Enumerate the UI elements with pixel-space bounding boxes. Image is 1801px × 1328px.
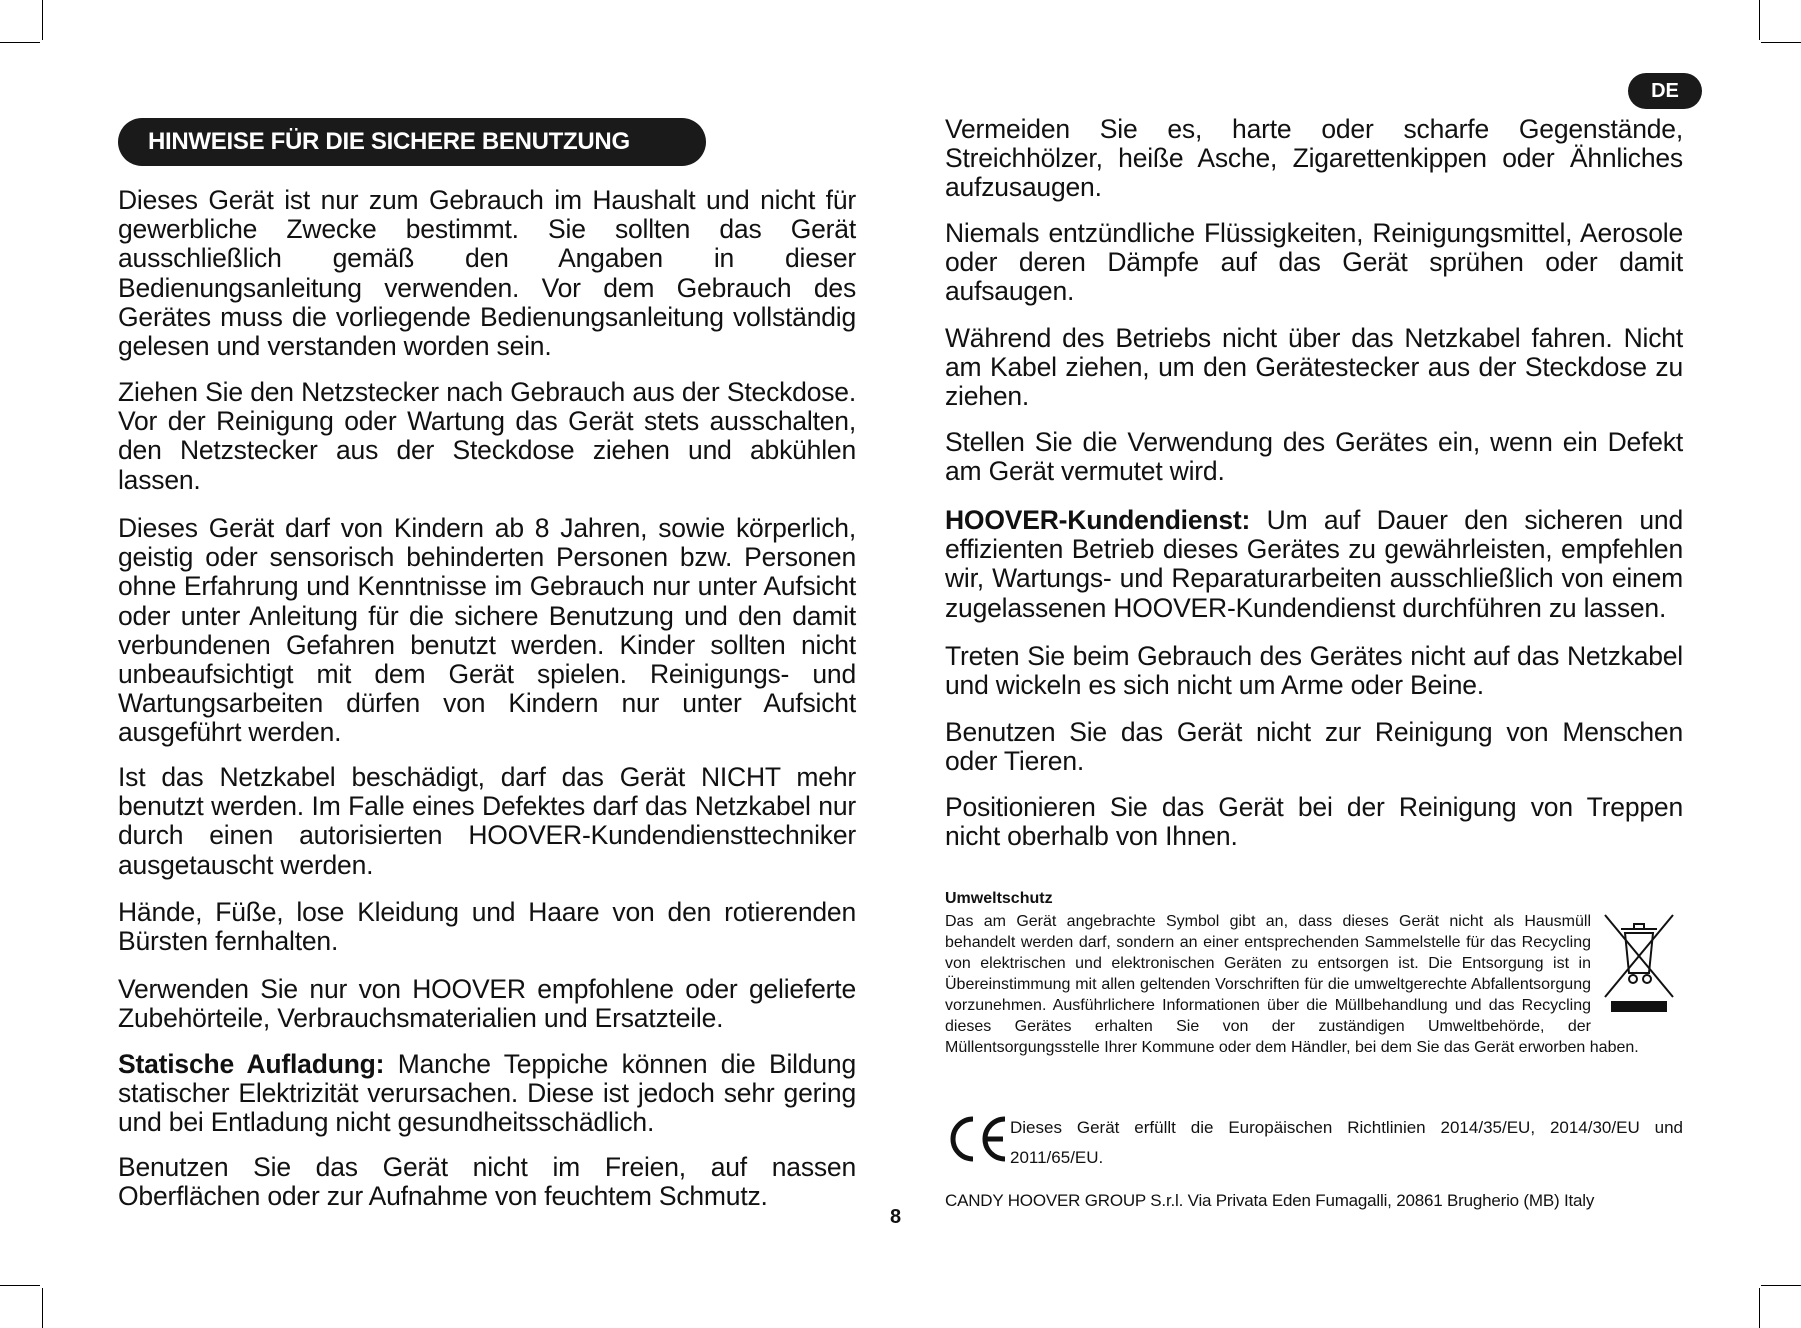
crop-mark-bottom-right-h xyxy=(1761,1285,1801,1286)
crop-mark-top-right xyxy=(1759,0,1760,40)
service-text: Um auf Dauer den sicheren und effizienten Betrieb dieses Gerätes zu gewährleisten, empfehlen wir, Wartungs- und Reparaturarbeiten ausschließlich von einem zugelassenen HOOVER-Kundendienst durchführen zu lassen. xyxy=(945,505,1683,623)
static-charge-label: Statische Aufladung: xyxy=(118,1049,385,1079)
crop-mark-bottom-right xyxy=(1759,1288,1760,1328)
paragraph-cable-step: Treten Sie beim Gebrauch des Gerätes nicht auf das Netzkabel und wickeln es sich nicht um Arme oder Beine. xyxy=(945,641,1683,701)
paragraph-outdoor: Benutzen Sie das Gerät nicht im Freien, auf nassen Oberflächen oder zur Aufnahme von feuchtem Schmutz. xyxy=(118,1152,856,1212)
environment-title: Umweltschutz xyxy=(945,890,1053,907)
crop-mark-top-left-h xyxy=(0,42,40,43)
language-badge: DE xyxy=(1628,73,1702,109)
paragraph-rotating-brushes: Hände, Füße, lose Kleidung und Haare von den rotierenden Bürsten fernhalten. xyxy=(118,897,856,957)
paragraph-household-use: Dieses Gerät ist nur zum Gebrauch im Haushalt und nicht für gewerbliche Zwecke bestimmt. Sie sollten das Gerät ausschließlich gemäß den Angaben in dieser Bedienungsanleitung verwenden. Vor dem Gebrauch des Gerätes muss die vorliegende Bedienungsanleitung vollständig gelesen und verstanden worden sein. xyxy=(118,185,856,362)
environment-body: Das am Gerät angebrachte Symbol gibt an, dass dieses Gerät nicht als Hausmüll behandelt werden darf, sondern an einer entsprechenden Sammelstelle für das Recycling von elektrischen und elektronischen Geräten zu entsorgen ist. Die Entsorgung ist in Übereinstimmung mit allen geltenden Vorschriften für die umweltgerechte Abfallentsorgung vorzunehmen. Ausführlichere Informationen über die Müllbehandlung und das Recycling dieses Gerätes erhalten Sie von der zuständigen Umweltbehörde, der Müllentsorgungsstelle Ihrer Kommune oder dem Händler, bei dem Sie das Gerät erworben haben. xyxy=(945,913,1639,1056)
paragraph-people-animals: Benutzen Sie das Gerät nicht zur Reinigung von Menschen oder Tieren. xyxy=(945,717,1683,777)
environment-text xyxy=(945,911,1683,1058)
static-charge-text: Manche Teppiche können die Bildung statischer Elektrizität verursachen. Diese ist jedoch sehr gering und bei Entladung nicht gesundheitsschädlich. xyxy=(118,1049,856,1138)
ce-mark-icon xyxy=(945,1115,1009,1163)
paragraph-hard-objects: Vermeiden Sie es, harte oder scharfe Gegenstände, Streichhölzer, heiße Asche, Zigarettenkippen oder Ähnliches aufzusaugen. xyxy=(945,114,1683,203)
paragraph-accessories: Verwenden Sie nur von HOOVER empfohlene oder gelieferte Zubehörteile, Verbrauchsmaterialien und Ersatzteile. xyxy=(118,974,856,1034)
paragraph-stairs: Positionieren Sie das Gerät bei der Reinigung von Treppen nicht oberhalb von Ihnen. xyxy=(945,792,1683,852)
paragraph-flammable: Niemals entzündliche Flüssigkeiten, Reinigungsmittel, Aerosole oder deren Dämpfe auf das Gerät sprühen oder damit aufsaugen. xyxy=(945,218,1683,307)
service-label: HOOVER-Kundendienst: xyxy=(945,505,1251,535)
paragraph-damaged-cable: Ist das Netzkabel beschädigt, darf das Gerät NICHT mehr benutzt werden. Im Falle eines Defektes darf das Netzkabel nur durch einen autorisierten HOOVER-Kundendiensttechniker ausgetauscht werden. xyxy=(118,762,856,880)
crop-mark-top-left xyxy=(42,0,43,40)
crossed-out-wheelie-bin-icon xyxy=(1603,911,1683,1017)
page-number: 8 xyxy=(890,1206,902,1228)
paragraph-unplug: Ziehen Sie den Netzstecker nach Gebrauch aus der Steckdose. Vor der Reinigung oder Wartung das Gerät stets ausschalten, den Netzstecker aus der Steckdose ziehen und abkühlen lassen. xyxy=(118,377,856,495)
company-address: CANDY HOOVER GROUP S.r.l. Via Privata Eden Fumagalli, 20861 Brugherio (MB) Italy xyxy=(945,1191,1595,1210)
crop-mark-bottom-left xyxy=(42,1288,43,1328)
paragraph-defect: Stellen Sie die Verwendung des Gerätes ein, wenn ein Defekt am Gerät vermutet wird. xyxy=(945,427,1683,487)
ce-declaration: Dieses Gerät erfüllt die Europäischen Richtlinien 2014/35/EU, 2014/30/EU und 2011/65/EU. xyxy=(1010,1118,1683,1167)
paragraph-service xyxy=(945,506,1683,623)
paragraph-static-charge xyxy=(118,1050,856,1138)
crop-mark-top-right-h xyxy=(1761,42,1801,43)
crop-mark-bottom-left-h xyxy=(0,1285,40,1286)
section-title: HINWEISE FÜR DIE SICHERE BENUTZUNG xyxy=(118,118,706,166)
paragraph-children: Dieses Gerät darf von Kindern ab 8 Jahren, sowie körperlich, geistig oder sensorisch behinderten Personen bzw. Personen ohne Erfahrung und Kenntnisse im Gebrauch nur unter Aufsicht oder unter Anleitung für die sichere Benutzung und den damit verbundenen Gefahren benutzt werden. Kinder sollten nicht unbeaufsichtigt mit dem Gerät spielen. Reinigungs- und Wartungsarbeiten dürfen von Kindern nur unter Aufsicht ausgeführt werden. xyxy=(118,513,856,748)
paragraph-cable-drive: Während des Betriebs nicht über das Netzkabel fahren. Nicht am Kabel ziehen, um den Gerätestecker aus der Steckdose zu ziehen. xyxy=(945,323,1683,412)
